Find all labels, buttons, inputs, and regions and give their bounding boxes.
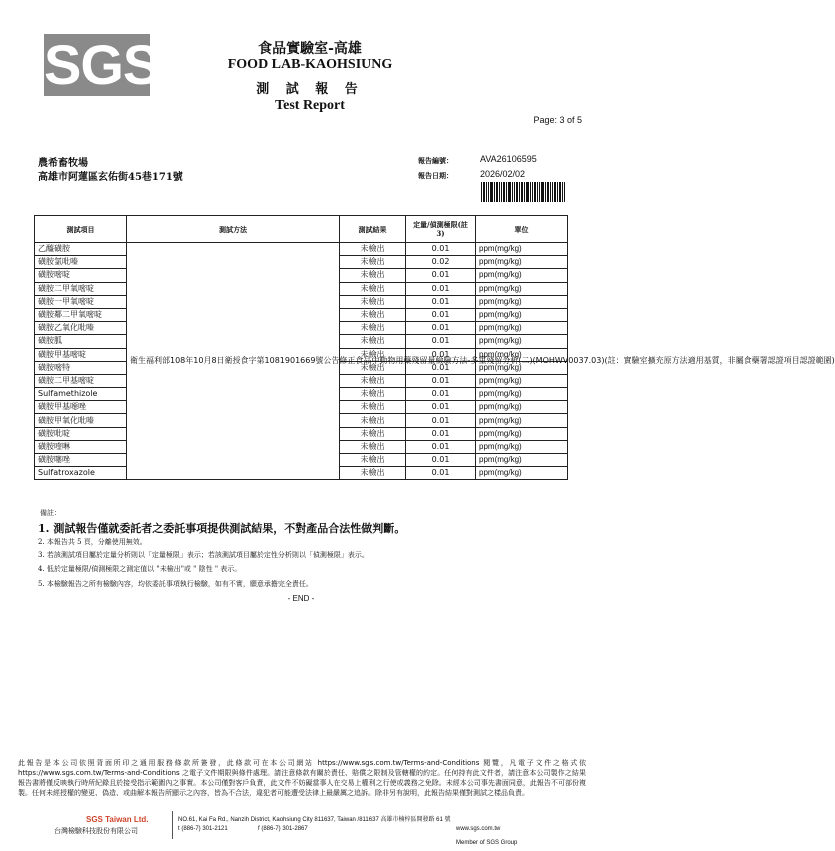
unit-value: ppm(mg/kg) (476, 295, 568, 308)
page-number: Page: 3 of 5 (533, 115, 582, 125)
client-name: 農希畜牧場 (38, 158, 88, 169)
limit-value: 0.01 (406, 322, 476, 335)
unit-value: ppm(mg/kg) (476, 374, 568, 387)
notes-heading: 備註： (40, 509, 61, 517)
company-address: NO.61, Kai Fa Rd., Nanzih District, Kaohsiung City 811637, Taiwan /811637 高雄市楠梓區開發路 61 號 (178, 817, 451, 823)
company-fax: f (886-7) 301-2867 (258, 826, 308, 832)
end-marker: - END - (287, 594, 315, 603)
test-result: 未檢出 (340, 308, 406, 321)
lab-title-zh: 食品實驗室-高雄 (258, 41, 362, 57)
report-number-value: AVA26106595 (480, 154, 537, 164)
company-name-en: SGS Taiwan Ltd. (86, 815, 149, 824)
limit-value: 0.02 (406, 256, 476, 269)
limit-value: 0.01 (406, 269, 476, 282)
test-result: 未檢出 (340, 454, 406, 467)
limit-value: 0.01 (406, 348, 476, 361)
test-item: 磺胺一甲氧嘧啶 (35, 295, 127, 308)
header-test-result: 測試結果 (340, 216, 406, 243)
table-body (35, 243, 835, 480)
test-result: 未檢出 (340, 427, 406, 440)
table-row (35, 243, 568, 256)
limit-value: 0.01 (406, 454, 476, 467)
lab-title-en: FOOD LAB-KAOHSIUNG (227, 57, 393, 72)
limit-value: 0.01 (406, 467, 476, 480)
test-result: 未檢出 (340, 322, 406, 335)
unit-value: ppm(mg/kg) (476, 467, 568, 480)
test-result: 未檢出 (340, 282, 406, 295)
report-title-en: Test Report (275, 98, 345, 113)
unit-value: ppm(mg/kg) (476, 269, 568, 282)
test-result: 未檢出 (340, 335, 406, 348)
note-2: 2. 本報告共 5 頁，分離使用無效。 (38, 538, 147, 546)
limit-value: 0.01 (406, 427, 476, 440)
test-item: 磺胺噻唑 (35, 454, 127, 467)
company-name-zh: 台灣檢驗科技股份有限公司 (54, 827, 138, 835)
client-address: 高雄市阿蓮區玄佑街45巷171號 (38, 172, 183, 183)
test-item: 磺胺甲氧化吡嗪 (35, 414, 127, 427)
limit-value: 0.01 (406, 440, 476, 453)
unit-value: ppm(mg/kg) (476, 322, 568, 335)
unit-value: ppm(mg/kg) (476, 348, 568, 361)
unit-value: ppm(mg/kg) (476, 440, 568, 453)
unit-value: ppm(mg/kg) (476, 308, 568, 321)
limit-value: 0.01 (406, 401, 476, 414)
limit-value: 0.01 (406, 308, 476, 321)
test-result: 未檢出 (340, 295, 406, 308)
unit-value: ppm(mg/kg) (476, 335, 568, 348)
report-date-label: 報告日期： (418, 171, 453, 180)
test-item: 磺胺胍 (35, 335, 127, 348)
test-item: 磺胺二甲氧嘧啶 (35, 282, 127, 295)
table-header-row (35, 216, 568, 243)
test-result: 未檢出 (340, 348, 406, 361)
report-number-label: 報告編號： (418, 156, 453, 165)
limit-value: 0.01 (406, 361, 476, 374)
member-of-group: Member of SGS Group (456, 840, 518, 846)
barcode (481, 182, 565, 202)
test-item: 磺胺甲基嘧啶 (35, 348, 127, 361)
test-result: 未檢出 (340, 361, 406, 374)
results-table (34, 215, 835, 480)
note-1: 1. 測試報告僅就委託者之委託事項提供測試結果，不對產品合法性做判斷。 (38, 522, 406, 535)
test-result: 未檢出 (340, 467, 406, 480)
test-method: 衛生福利部108年10月8日衛授食字第1081901669號公告修正食品中動物用藥殘留量檢驗方法-多重殘留分析(二)(MOHWV0037.03)(註：實驗室擴充原方法適用基質，非屬食藥署認證項目認證範圍) (127, 243, 340, 480)
sgs-logo: SGS (44, 33, 160, 96)
test-result: 未檢出 (340, 243, 406, 256)
unit-value: ppm(mg/kg) (476, 454, 568, 467)
test-result: 未檢出 (340, 374, 406, 387)
report-date-value: 2026/02/02 (480, 169, 526, 179)
report-title-zh: 測 試 報 告 (256, 82, 364, 97)
unit-value: ppm(mg/kg) (476, 401, 568, 414)
limit-value: 0.01 (406, 414, 476, 427)
unit-value: ppm(mg/kg) (476, 361, 568, 374)
header-test-method: 測試方法 (127, 216, 340, 243)
test-item: 磺胺二甲基嘧啶 (35, 374, 127, 387)
limit-value: 0.01 (406, 374, 476, 387)
limit-value: 0.01 (406, 243, 476, 256)
note-5: 5. 本檢驗報告之所有檢驗內容，均依委託事項執行檢驗，如有不實，願意承擔完全責任。 (38, 580, 313, 588)
header-unit: 單位 (476, 216, 568, 243)
limit-value: 0.01 (406, 388, 476, 401)
note-4: 4. 低於定量極限/偵測極限之測定值以 "未檢出"或 " 陰性 " 表示。 (38, 565, 242, 573)
company-website: www.sgs.com.tw (456, 826, 501, 832)
unit-value: ppm(mg/kg) (476, 243, 568, 256)
test-item: 磺胺嘧特 (35, 361, 127, 374)
test-item: Sulfatroxazole (35, 467, 127, 480)
company-phone: t (886-7) 301-2121 (178, 826, 228, 832)
footer-divider (172, 811, 173, 839)
test-item: 磺胺嘧啶 (35, 269, 127, 282)
test-result: 未檢出 (340, 269, 406, 282)
unit-value: ppm(mg/kg) (476, 414, 568, 427)
test-item: 磺胺鄰二甲氧嘧啶 (35, 308, 127, 321)
unit-value: ppm(mg/kg) (476, 388, 568, 401)
unit-value: ppm(mg/kg) (476, 282, 568, 295)
test-item: 磺胺甲基噁唑 (35, 401, 127, 414)
test-result: 未檢出 (340, 414, 406, 427)
limit-value: 0.01 (406, 335, 476, 348)
limit-value: 0.01 (406, 282, 476, 295)
test-item: 磺胺乙氧化吡嗪 (35, 322, 127, 335)
unit-value: ppm(mg/kg) (476, 427, 568, 440)
disclaimer: 此報告是本公司依照背面所印之通用服務條款所簽發，此條款可在本公司網站 https://www.sgs.com.tw/Terms-and-Conditions 閱覽，凡電子文件之格式依 https://www.sgs.com.tw/Terms-and-Conditions 之電子文件期限與條件處理。請注意條款有關於責任、賠償之限制及管轄權的約定。任何持有此文件者，請注意本公司製作之結果報告書將僅反映執行時所紀錄且於接受指示範圍內之事實。本公司僅對客戶負責，此文件不妨礙當事人在交易上權利之行使或義務之免除。未經本公司事先書面同意，此報告不可部份複製。任何未經授權的變更、偽造、或曲解本報告所顯示之內容，皆為不合法，違犯者可能遭受法律上最嚴厲之追訴。除非另有說明，此報告結果僅對測試之樣品負責。 (18, 759, 586, 797)
test-item: 乙醯磺胺 (35, 243, 127, 256)
note-3: 3. 若該測試項目屬於定量分析則以「定量極限」表示；若該測試項目屬於定性分析則以「偵測極限」表示。 (38, 551, 369, 559)
test-result: 未檢出 (340, 256, 406, 269)
test-item: Sulfamethizole (35, 388, 127, 401)
test-result: 未檢出 (340, 388, 406, 401)
limit-value: 0.01 (406, 295, 476, 308)
unit-value: ppm(mg/kg) (476, 256, 568, 269)
header-limit: 定量/偵測極限(註3) (406, 216, 476, 243)
test-item: 磺胺氯吡嗪 (35, 256, 127, 269)
test-item: 磺胺吡啶 (35, 427, 127, 440)
header-test-item: 測試項目 (35, 216, 127, 243)
test-item: 磺胺喹啉 (35, 440, 127, 453)
test-result: 未檢出 (340, 401, 406, 414)
test-result: 未檢出 (340, 440, 406, 453)
